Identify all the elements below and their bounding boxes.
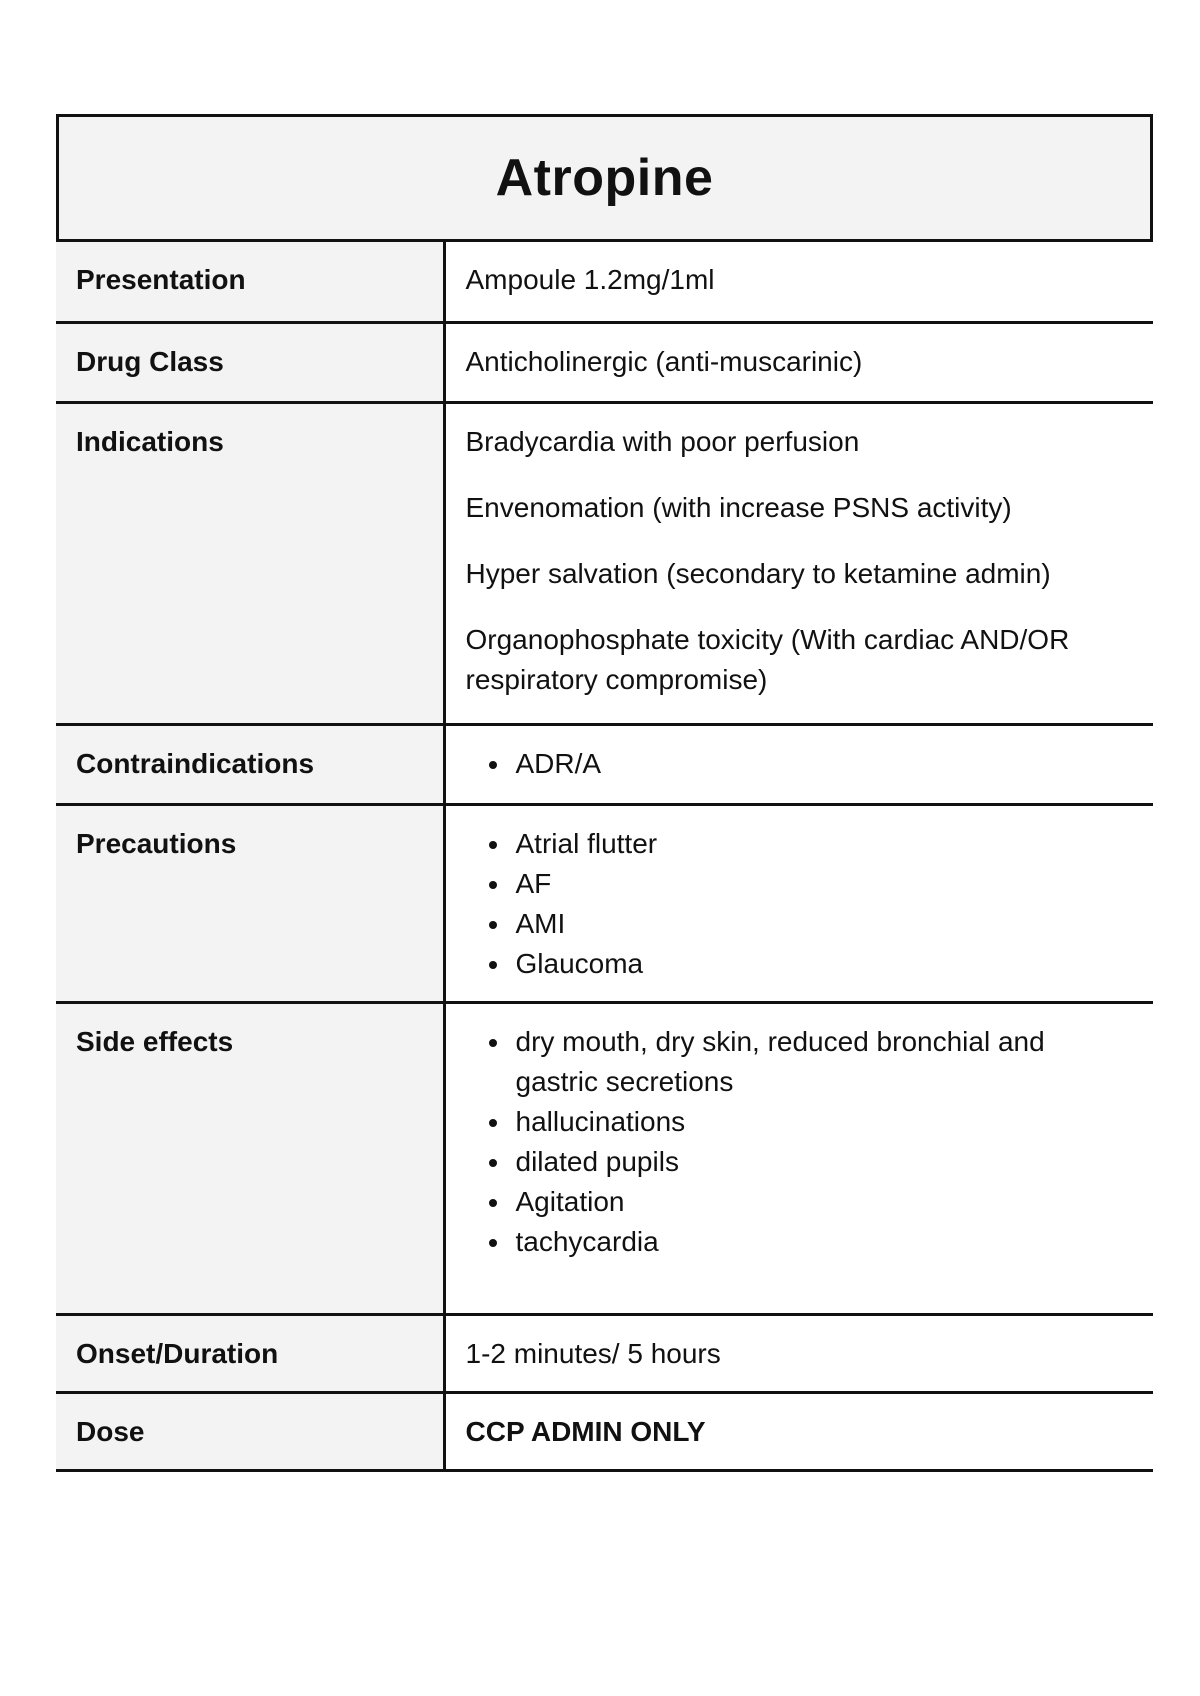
precaution-item: • AMI (512, 904, 1134, 944)
indication-item: Envenomation (with increase PSNS activity) (465, 491, 1012, 523)
indication-item: Organophosphate toxicity (With cardiac AND/OR respiratory compromise) (465, 623, 1070, 695)
side-effect-item: • Agitation (512, 1182, 1134, 1222)
side-effects-list (466, 1022, 1134, 1262)
title-box (56, 114, 1153, 242)
value-contraindications (444, 724, 1153, 804)
row-presentation (56, 242, 1153, 322)
label-precautions: Precautions (56, 804, 444, 1002)
row-indications (56, 402, 1153, 724)
side-effect-item: • dilated pupils (512, 1142, 1134, 1182)
drug-info-table (56, 242, 1153, 1472)
contraindications-list (466, 744, 1134, 784)
label-onset-duration: Onset/Duration (56, 1314, 444, 1392)
indication-item: Bradycardia with poor perfusion (465, 425, 860, 457)
side-effect-item: • hallucinations (512, 1102, 1134, 1142)
row-precautions (56, 804, 1153, 1002)
row-contraindications (56, 724, 1153, 804)
value-indications (444, 402, 1153, 724)
label-indications: Indications (56, 402, 444, 724)
value-side-effects (444, 1002, 1153, 1314)
drug-title: Atropine (495, 149, 714, 207)
precaution-item: • Glaucoma (512, 944, 1134, 984)
side-effect-item: • tachycardia (512, 1222, 1134, 1262)
value-drug-class: Anticholinergic (anti-muscarinic) (444, 322, 1153, 402)
drug-card (56, 114, 1153, 1472)
precautions-list (466, 824, 1134, 984)
value-onset-duration: 1-2 minutes/ 5 hours (444, 1314, 1153, 1392)
row-drug-class (56, 322, 1153, 402)
precaution-item: • AF (512, 864, 1134, 904)
label-contraindications: Contraindications (56, 724, 444, 804)
value-dose: CCP ADMIN ONLY (444, 1392, 1153, 1470)
label-drug-class: Drug Class (56, 322, 444, 402)
label-side-effects: Side effects (56, 1002, 444, 1314)
value-precautions (444, 804, 1153, 1002)
value-presentation: Ampoule 1.2mg/1ml (444, 242, 1153, 322)
precaution-item: • Atrial flutter (512, 824, 1134, 864)
side-effect-item: • dry mouth, dry skin, reduced bronchial and gastric secretions (512, 1022, 1134, 1102)
row-side-effects (56, 1002, 1153, 1314)
indication-item: Hyper salvation (secondary to ketamine admin) (465, 557, 1051, 589)
contraindication-item: • ADR/A (512, 744, 1134, 784)
row-onset-duration (56, 1314, 1153, 1392)
label-dose: Dose (56, 1392, 444, 1470)
row-dose (56, 1392, 1153, 1470)
label-presentation: Presentation (56, 242, 444, 322)
